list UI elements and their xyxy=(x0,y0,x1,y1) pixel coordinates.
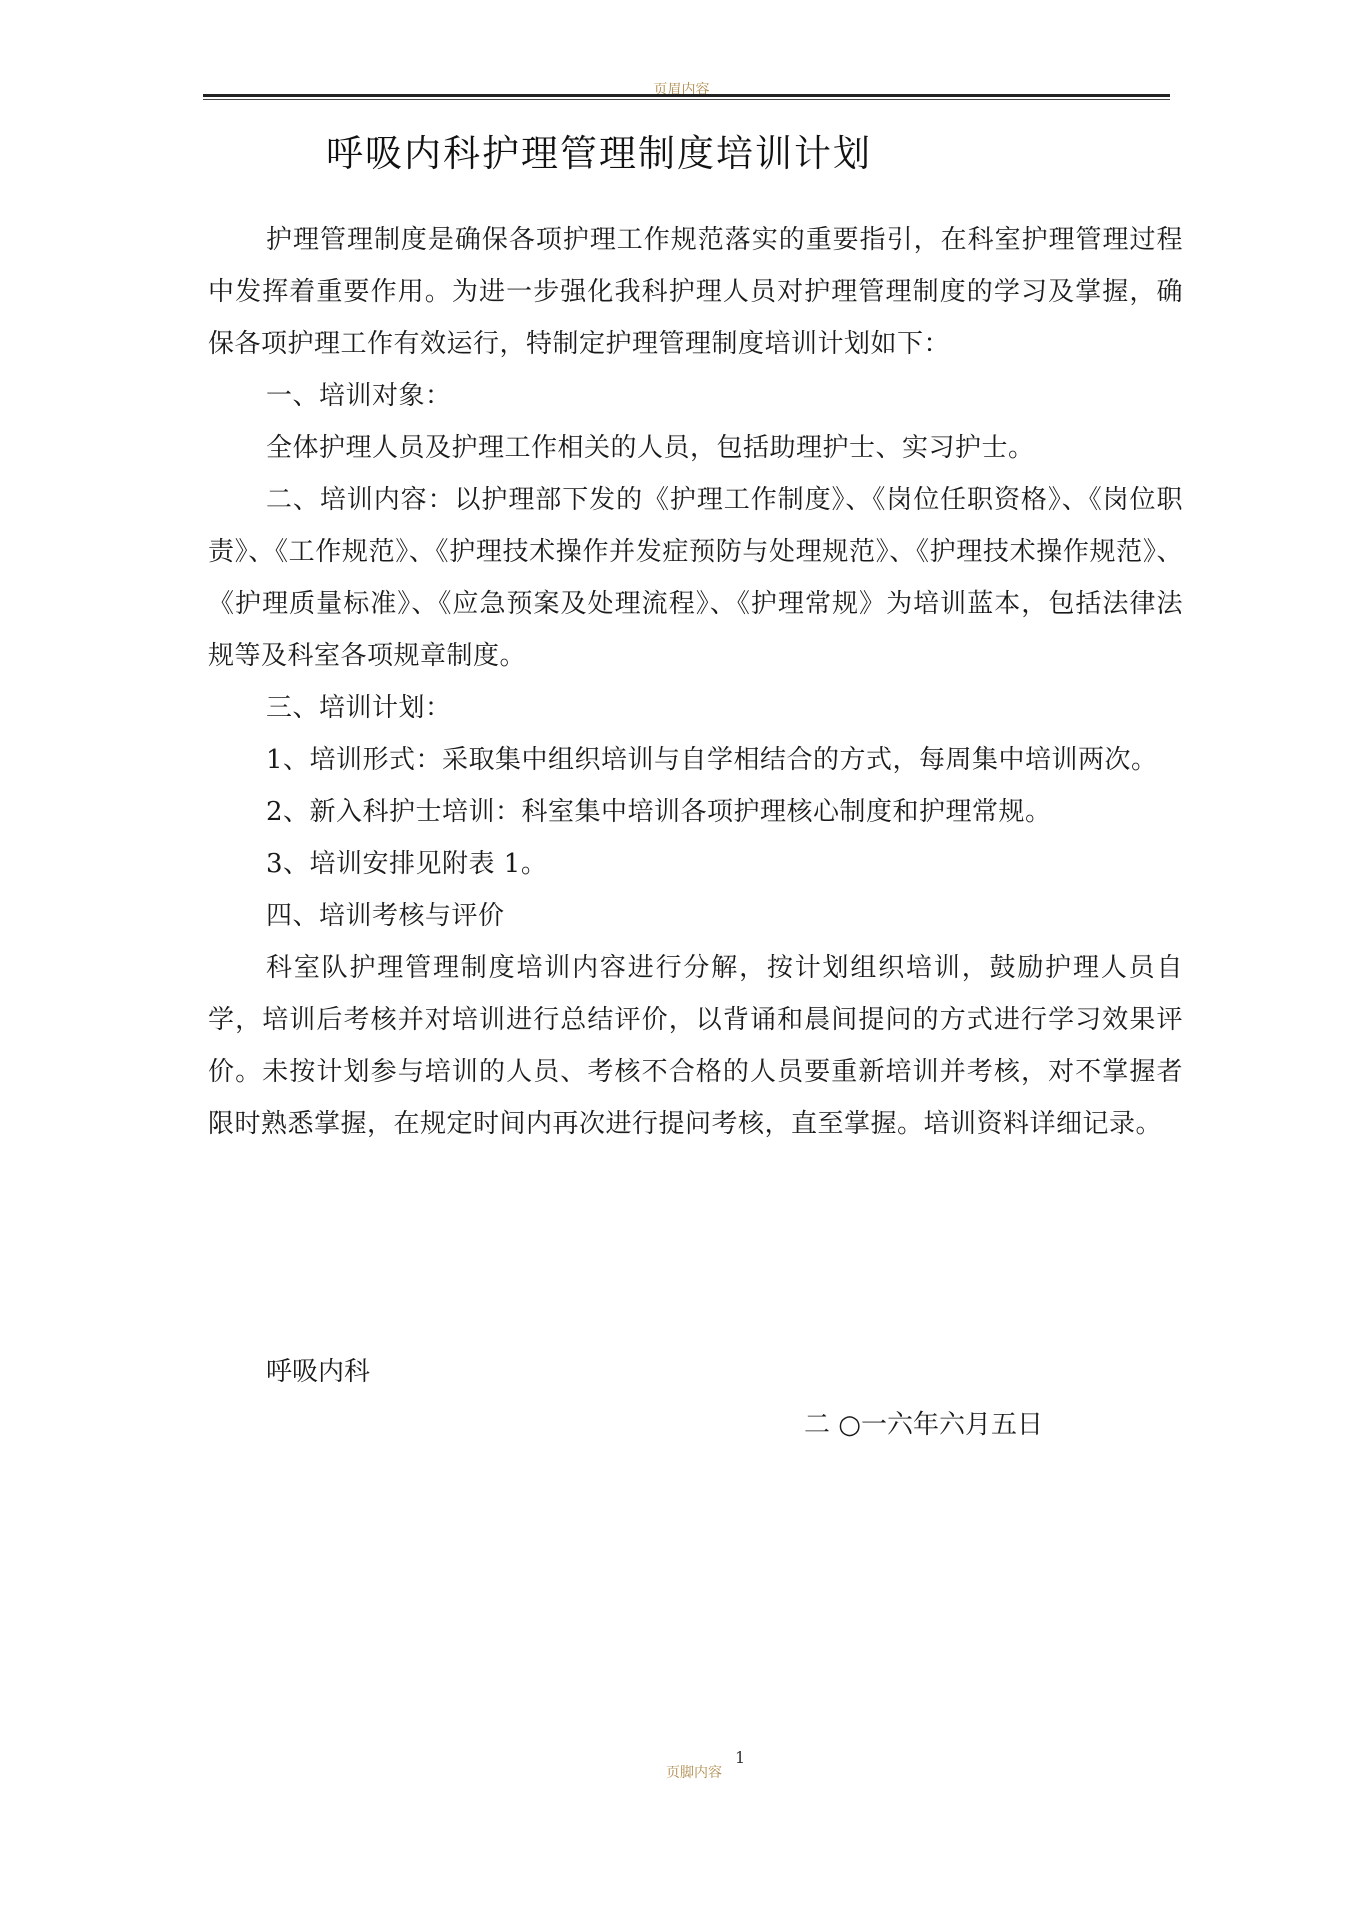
page-number: 1 xyxy=(735,1748,746,1767)
document-body xyxy=(208,214,1183,1150)
section-heading-assessment: 四、培训考核与评价 xyxy=(266,901,505,931)
training-target-paragraph: 全体护理人员及护理工作相关的人员，包括助理护士、实习护士。 xyxy=(266,433,1035,463)
section-heading-training-target: 一、培训对象： xyxy=(266,381,452,411)
section-heading-training-plan: 三、培训计划： xyxy=(266,693,452,723)
plan-item-1: 1、培训形式：采取集中组织培训与自学相结合的方式，每周集中培训两次。 xyxy=(266,745,1158,775)
assessment-paragraph: 科室队护理管理制度培训内容进行分解，按计划组织培训，鼓励护理人员自学，培训后考核并对培训进行总结评价，以背诵和晨间提问的方式进行学习效果评价。未按计划参与培训的人员、考核不合格的人员要重新培训并考核，对不掌握者限时熟悉掌握，在规定时间内再次进行提问考核，直至掌握。培训资料详细记录。 xyxy=(208,953,1183,1139)
training-content-paragraph: 二、培训内容：以护理部下发的《护理工作制度》、《岗位任职资格》、《岗位职责》、《工作规范》、《护理技术操作并发症预防与处理规范》、《护理技术操作规范》、《护理质量标准》、《应急预案及处理流程》、《护理常规》为培训蓝本，包括法律法规等及科室各项规章制度。 xyxy=(208,485,1183,671)
page-footer-text: 页脚内容 xyxy=(666,1765,722,1781)
header-rule-thin xyxy=(203,99,1170,100)
header-rule-thick xyxy=(203,94,1170,97)
document-title: 呼吸内科护理管理制度培训计划 xyxy=(326,132,872,175)
plan-item-2: 2、新入科护士培训：科室集中培训各项护理核心制度和护理常规。 xyxy=(266,797,1052,827)
intro-paragraph: 护理管理制度是确保各项护理工作规范落实的重要指引，在科室护理管理过程中发挥着重要作用。为进一步强化我科护理人员对护理管理制度的学习及掌握，确保各项护理工作有效运行，特制定护理管理制度培训计划如下： xyxy=(208,225,1183,359)
plan-item-3: 3、培训安排见附表 1。 xyxy=(266,849,548,879)
signature-department: 呼吸内科 xyxy=(266,1357,371,1387)
signature-date: 二 ○一六年六月五日 xyxy=(804,1410,1043,1440)
page-header-text: 页眉内容 xyxy=(653,82,710,98)
